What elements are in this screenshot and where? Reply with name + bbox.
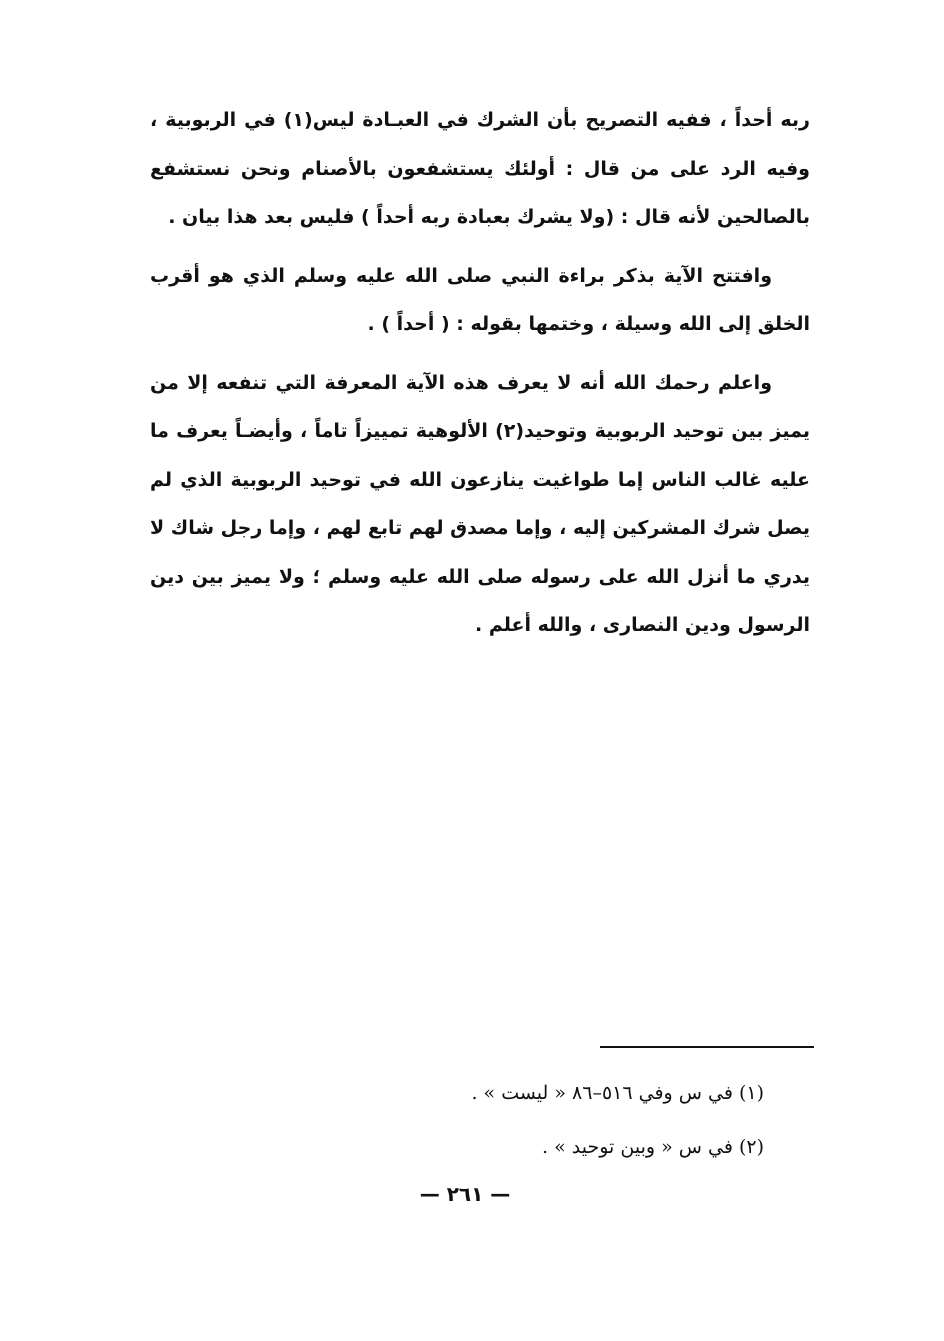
paragraph-3: واعلم رحمك الله أنه لا يعرف هذه الآية المعرفة التي تنفعه إلا من يميز بين توحيد الربوبية وتوحيد(٢) الألوهية تمييزاً تاماً ، وأيضـاً يعرف ما عليه غالب الناس إما طواغيت ينازعون الله في توحيد الربوبية الذي لم يصل شرك المشركين إليه ، وإما مصدق لهم تابع لهم ، وإما رجل شاك لا يدري ما أنزل الله على رسوله صلى الله عليه وسلم ؛ ولا يميز بين دين الرسول ودين النصارى ، والله أعلم . — [150, 371, 810, 636]
page-number: — ٢٦١ — — [419, 1182, 511, 1206]
paragraph-gap — [150, 349, 810, 359]
paragraph-1: ربه أحداً ، ففيه التصريح بأن الشرك في العبـادة ليس(١) في الربوبية ، وفيه الرد على من قال : أولئك يستشفعون بالأصنام ونحن نستشفع بالصالحين لأنه قال : (ولا يشرك بعبادة ربه أحداً ) فليس بعد هذا بيان . — [150, 109, 810, 228]
footnotes — [350, 1066, 764, 1174]
footnote-2: (٢) في س « وبين توحيد » . — [542, 1136, 764, 1158]
paragraph-2: وافتتح الآية بذكر براءة النبي صلى الله عليه وسلم الذي هو أقرب الخلق إلى الله وسيلة ، وختمها بقوله : ( أحداً ) . — [150, 264, 810, 335]
paragraph-gap — [150, 242, 810, 252]
main-text — [150, 96, 810, 650]
footnote-1: (١) في س وفي ٥١٦–٨٦ « ليست » . — [471, 1082, 764, 1104]
footnote-divider — [600, 1046, 814, 1048]
